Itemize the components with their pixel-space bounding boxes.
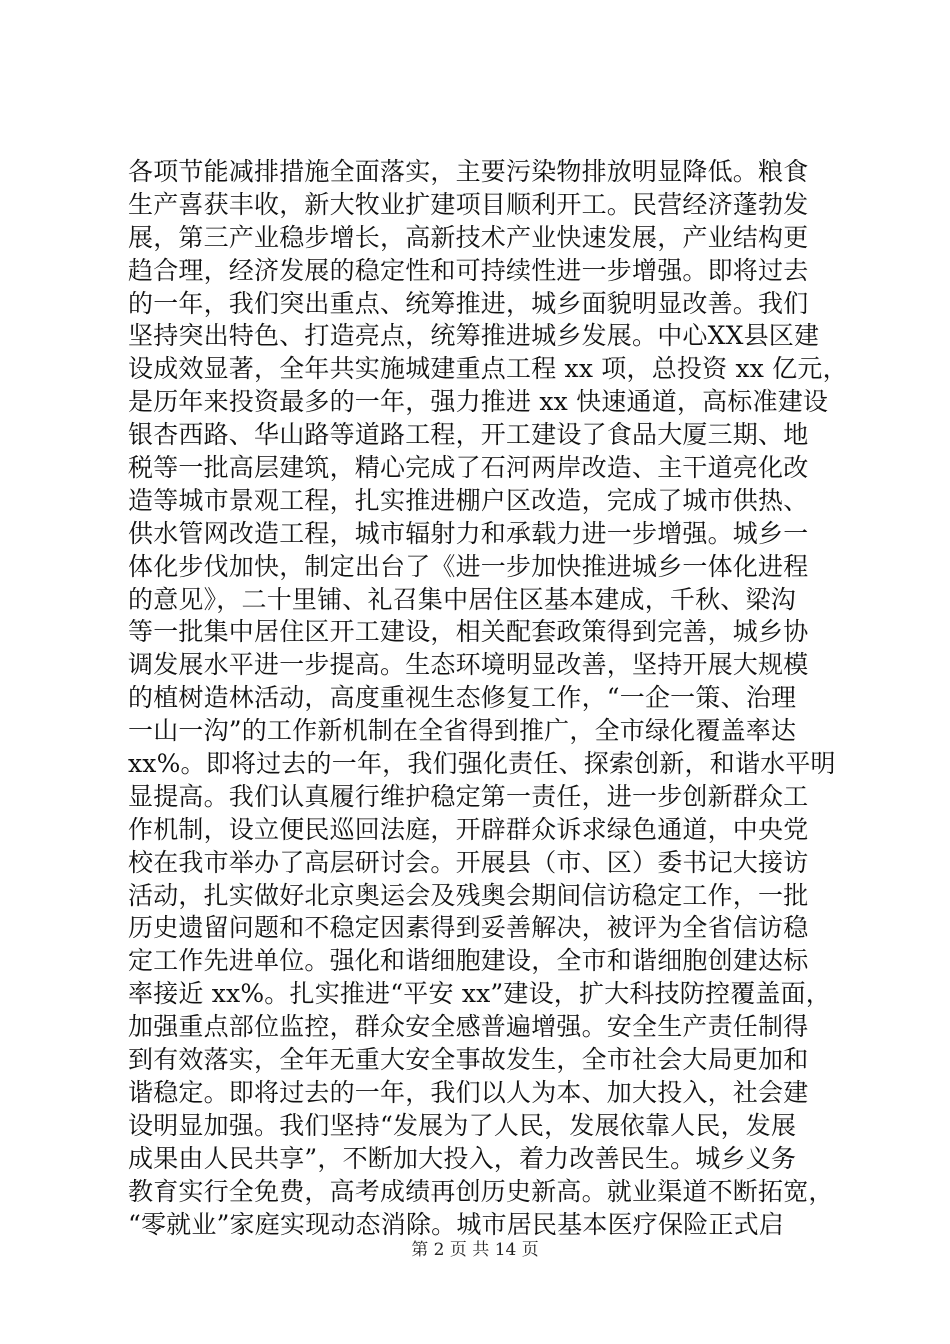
page-number-label: 第 2 页 共 14 页: [411, 1240, 539, 1260]
text-line: 率接近 xx%。扎实推进“平安 xx”建设，扩大科技防控覆盖面，: [128, 979, 832, 1009]
text-line: 设明显加强。我们坚持“发展为了人民，发展依靠人民，发展: [128, 1110, 797, 1140]
text-line: 银杏西路、华山路等道路工程，开工建设了食品大厦三期、地: [128, 420, 809, 450]
text-line: 校在我市举办了高层研讨会。开展县（市、区）委书记大接访: [128, 847, 809, 877]
text-line: 加强重点部位监控，群众安全感普遍增强。安全生产责任制得: [128, 1012, 809, 1042]
text-line: 的意见》，二十里铺、礼召集中居住区基本建成，千秋、梁沟: [128, 584, 796, 614]
text-line: 显提高。我们认真履行维护稳定第一责任，进一步创新群众工: [128, 781, 809, 811]
text-line: 定工作先进单位。强化和谐细胞建设，全市和谐细胞创建达标: [128, 946, 809, 976]
text-line: 是历年来投资最多的一年，强力推进 xx 快速通道，高标准建设: [128, 387, 829, 417]
text-line: 到有效落实，全年无重大安全事故发生，全市社会大局更加和: [128, 1045, 809, 1075]
text-line: 坚持突出特色、打造亮点，统筹推进城乡发展。中心XX县区建: [128, 321, 820, 351]
text-line: 生产喜获丰收，新大牧业扩建项目顺利开工。民营经济蓬勃发: [128, 189, 809, 219]
text-line: 税等一批高层建筑，精心完成了石河两岸改造、主干道亮化改: [128, 453, 809, 483]
text-line: 造等城市景观工程，扎实推进棚户区改造，完成了城市供热、: [128, 485, 809, 515]
text-line: 调发展水平进一步提高。生态环境明显改善，坚持开展大规模: [128, 650, 809, 680]
text-line: “零就业”家庭实现动态消除。城市居民基本医疗保险正式启: [128, 1209, 784, 1239]
body-text: [128, 156, 848, 1241]
text-line: 的一年，我们突出重点、统筹推进，城乡面貌明显改善。我们: [128, 288, 809, 318]
text-line: 的植树造林活动，高度重视生态修复工作，“一企一策、治理: [128, 683, 797, 713]
text-line: 设成效显著，全年共实施城建重点工程 xx 项，总投资 xx 亿元，: [128, 354, 848, 384]
text-line: xx%。即将过去的一年，我们强化责任、探索创新，和谐水平明: [128, 749, 836, 779]
text-line: 各项节能减排措施全面落实，主要污染物排放明显降低。粮食: [128, 157, 809, 186]
text-line: 历史遗留问题和不稳定因素得到妥善解决，被评为全省信访稳: [128, 913, 809, 943]
text-line: 谐稳定。即将过去的一年，我们以人为本、加大投入，社会建: [128, 1077, 809, 1107]
text-line: 体化步伐加快，制定出台了《进一步加快推进城乡一体化进程: [128, 551, 809, 581]
text-line: 作机制，设立便民巡回法庭，开辟群众诉求绿色通道，中央党: [128, 814, 809, 844]
page-footer: [0, 1238, 950, 1262]
text-line: 展，第三产业稳步增长，高新技术产业快速发展，产业结构更: [128, 222, 809, 252]
text-line: 成果由人民共享”，不断加大投入，着力改善民生。城乡义务: [128, 1143, 797, 1173]
text-line: 活动，扎实做好北京奥运会及残奥会期间信访稳定工作，一批: [128, 880, 809, 910]
text-line: 等一批集中居住区开工建设，相关配套政策得到完善，城乡协: [128, 617, 809, 647]
text-line: 教育实行全免费，高考成绩再创历史新高。就业渠道不断拓宽，: [128, 1176, 834, 1206]
text-line: 一山一沟”的工作新机制在全省得到推广，全市绿化覆盖率达: [128, 716, 797, 746]
text-line: 趋合理，经济发展的稳定性和可持续性进一步增强。即将过去: [128, 255, 809, 285]
text-line: 供水管网改造工程，城市辐射力和承载力进一步增强。城乡一: [128, 518, 809, 548]
